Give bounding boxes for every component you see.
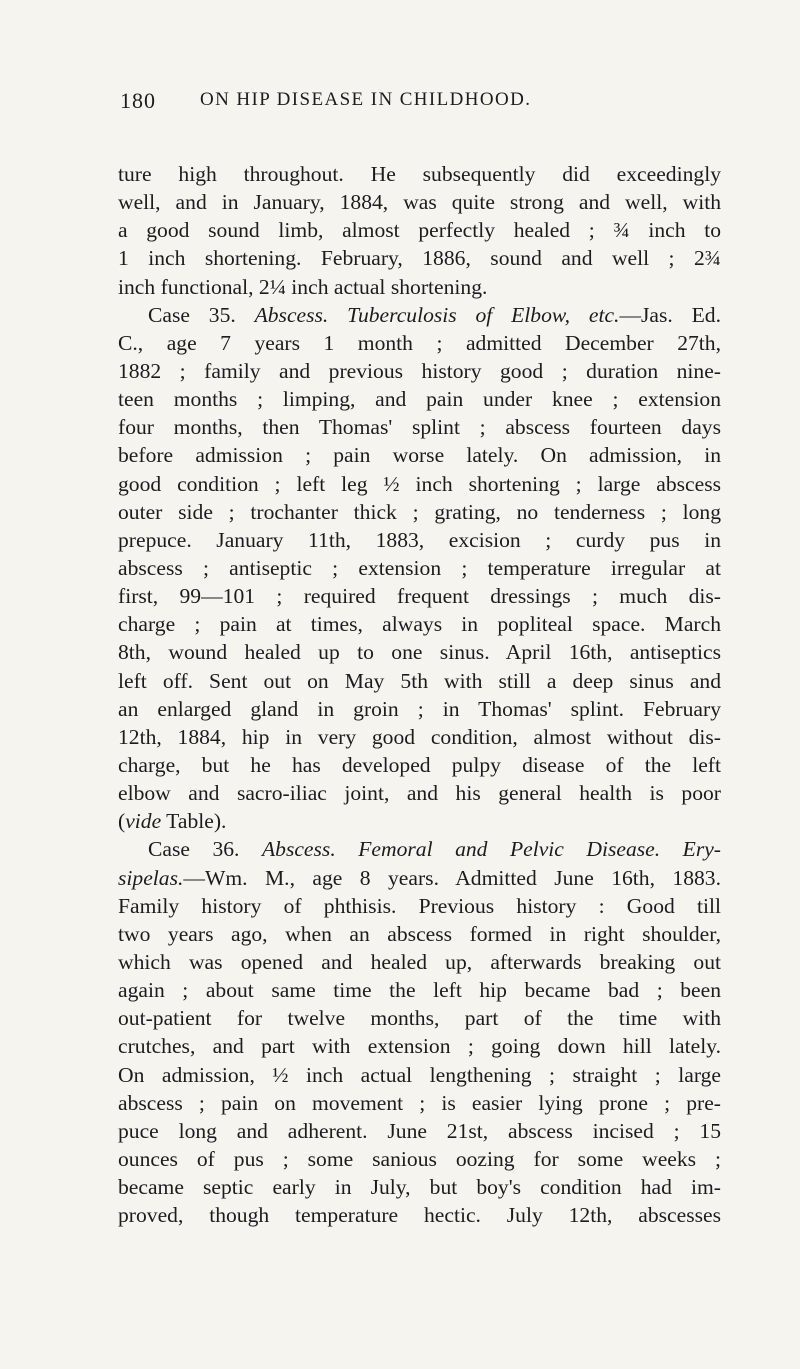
line-text: 1 inch shortening. February, 1886, sound and well ; 2¾ (118, 246, 721, 271)
italic-heading: Abscess. Femoral and Pelvic Disease. Ery- (261, 837, 721, 862)
line-text: Family history of phthisis. Previous history : Good till (118, 893, 721, 918)
line-text: ounces of pus ; some sanious oozing for some weeks ; (118, 1146, 721, 1171)
text-line (118, 723, 721, 751)
text-line (118, 667, 721, 695)
text-line (118, 948, 721, 976)
line-text: inch functional, 2¼ inch actual shortening. (118, 274, 488, 299)
line-text-post: —Wm. M., age 8 years. Admitted June 16th, 1883. (183, 865, 721, 890)
line-text: charge, but he has developed pulpy disease of the left (118, 752, 721, 777)
line-text: out-patient for twelve months, part of the time with (118, 1006, 721, 1031)
text-line (118, 1117, 721, 1145)
line-text-post: Table). (161, 809, 227, 834)
line-text: 12th, 1884, hip in very good condition, almost without dis- (118, 724, 721, 749)
italic-heading: sipelas. (118, 865, 184, 890)
line-text: well, and in January, 1884, was quite strong and well, with (118, 190, 721, 215)
text-line (118, 160, 721, 188)
line-text: an enlarged gland in groin ; in Thomas' splint. February (118, 696, 721, 721)
line-text: first, 99—101 ; required frequent dressings ; much dis- (118, 584, 721, 609)
line-text-pre: ( (118, 809, 126, 834)
line-text-pre: Case 35. (148, 302, 255, 327)
line-text: C., age 7 years 1 month ; admitted December 27th, (118, 330, 721, 355)
text-line (118, 892, 721, 920)
line-text: ture high throughout. He subsequently did exceedingly (118, 162, 721, 186)
line-text: left off. Sent out on May 5th with still a deep sinus and (118, 668, 721, 693)
line-text: crutches, and part with extension ; going down hill lately. (118, 1034, 721, 1059)
page-header (120, 88, 720, 114)
text-line (118, 301, 721, 329)
text-line (118, 273, 721, 301)
text-line (118, 976, 721, 1004)
text-line (118, 638, 721, 666)
line-text: which was opened and healed up, afterwards breaking out (118, 949, 721, 974)
italic-heading: Abscess. Tuberculosis of Elbow, etc. (254, 302, 620, 327)
text-line (118, 554, 721, 582)
line-text: 1882 ; family and previous history good ; duration nine- (118, 358, 721, 383)
text-line (118, 188, 721, 216)
text-line (118, 1145, 721, 1173)
text-line (118, 1004, 721, 1032)
line-text: abscess ; pain on movement ; is easier lying prone ; pre- (118, 1090, 721, 1115)
text-line (118, 1061, 721, 1089)
line-text: abscess ; antiseptic ; extension ; temperature irregular at (118, 555, 721, 580)
italic-heading: vide (125, 809, 162, 834)
text-line (118, 807, 721, 835)
line-text: 8th, wound healed up to one sinus. April 16th, antiseptics (118, 640, 721, 665)
text-line (118, 864, 721, 892)
line-text-pre: Case 36. (148, 837, 262, 862)
text-line (118, 1173, 721, 1201)
line-text: before admission ; pain worse lately. On admission, in (118, 443, 721, 468)
text-line (118, 835, 721, 863)
line-text: charge ; pain at times, always in popliteal space. March (118, 612, 721, 637)
line-text: On admission, ½ inch actual lengthening ; straight ; large (118, 1062, 721, 1087)
text-line (118, 413, 721, 441)
line-text: good condition ; left leg ½ inch shortening ; large abscess (118, 471, 721, 496)
line-text: prepuce. January 11th, 1883, excision ; curdy pus in (118, 527, 721, 552)
line-text: became septic early in July, but boy's condition had im- (118, 1175, 721, 1200)
line-text: a good sound limb, almost perfectly healed ; ¾ inch to (118, 218, 721, 243)
page-number: 180 (120, 88, 156, 113)
line-text: four months, then Thomas' splint ; abscess fourteen days (118, 415, 721, 440)
text-line (118, 526, 721, 554)
text-line (118, 610, 721, 638)
line-text: again ; about same time the left hip became bad ; been (118, 978, 721, 1003)
text-line (118, 920, 721, 948)
body-text (118, 160, 721, 1229)
text-line (118, 385, 721, 413)
text-line (118, 1032, 721, 1060)
text-line (118, 357, 721, 385)
running-title: ON HIP DISEASE IN CHILDHOOD. (200, 89, 532, 110)
line-text: teen months ; limping, and pain under knee ; extension (118, 387, 721, 412)
text-line (118, 470, 721, 498)
text-line (118, 1201, 721, 1229)
text-line (118, 498, 721, 526)
text-line (118, 582, 721, 610)
text-line (118, 695, 721, 723)
line-text: puce long and adherent. June 21st, abscess incised ; 15 (118, 1118, 721, 1143)
text-line (118, 1089, 721, 1117)
text-line (118, 779, 721, 807)
line-text: outer side ; trochanter thick ; grating, no tenderness ; long (118, 499, 721, 524)
line-text: elbow and sacro-iliac joint, and his general health is poor (118, 781, 721, 806)
text-line (118, 244, 721, 272)
text-line (118, 751, 721, 779)
line-text: proved, though temperature hectic. July 12th, abscesses (118, 1203, 721, 1228)
line-text: two years ago, when an abscess formed in right shoulder, (118, 921, 721, 946)
text-line (118, 216, 721, 244)
text-line (118, 329, 721, 357)
line-text-post: —Jas. Ed. (619, 302, 721, 327)
text-line (118, 441, 721, 469)
